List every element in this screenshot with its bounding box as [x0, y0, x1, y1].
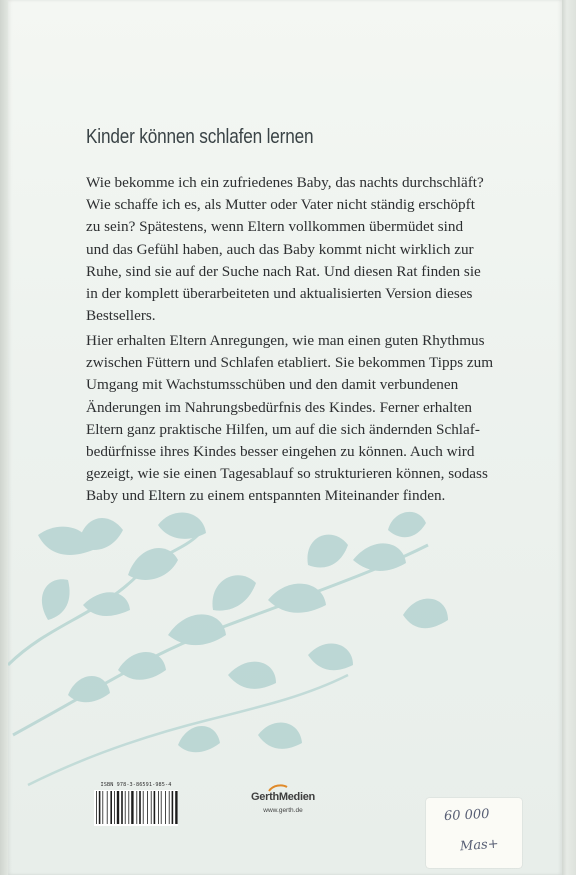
barcode-icon — [94, 790, 178, 826]
blurb-line: und das Gefühl haben, auch das Baby kommt nicht wirklich zur — [86, 240, 474, 258]
vine-leaves-illustration — [8, 505, 478, 805]
blurb-line: Bestsellers. — [86, 307, 156, 325]
cover-left-edge — [0, 0, 8, 875]
blurb-line: zu sein? Spätestens, wenn Eltern vollkommen übermüdet sind — [86, 218, 464, 236]
handwritten-note: Mas+ — [459, 836, 500, 855]
blurb-paragraph-2 — [86, 330, 518, 508]
blurb-line: Umgang mit Wachstumsschüben und den damit verbundenen — [86, 376, 459, 394]
blurb-line: zwischen Füttern und Schlafen etabliert. Sie bekommen Tipps zum — [86, 354, 494, 372]
blurb-line: Baby und Eltern zu einem entspannten Miteinander finden. — [86, 487, 446, 505]
blurb-paragraph-1 — [86, 172, 518, 327]
back-cover — [8, 0, 562, 875]
publisher-logo — [246, 784, 320, 824]
blurb-line: in der komplett überarbeiteten und aktualisierten Version dieses — [86, 285, 473, 303]
cover-right-edge — [562, 0, 576, 875]
blurb-line: Eltern ganz praktische Hilfen, um auf die sich ändernden Schlaf- — [86, 420, 480, 438]
isbn-barcode — [94, 782, 178, 826]
blurb-line: gezeigt, wie sie einen Tagesablauf so strukturieren können, sodass — [86, 465, 488, 483]
price-sticker — [426, 798, 522, 868]
blurb-line: bedürfnisse ihres Kindes besser eingehen zu können. Auch wird — [86, 443, 475, 461]
publisher-name: GerthMedien — [251, 791, 315, 803]
blurb-line: Wie bekomme ich ein zufriedenes Baby, das nachts durchschläft? — [86, 174, 484, 191]
blurb-line: Änderungen im Nahrungsbedürfnis des Kindes. Ferner erhalten — [86, 398, 472, 416]
leaves-group — [8, 512, 448, 785]
isbn-text: ISBN 978-3-86591-985-4 — [100, 782, 172, 788]
handwritten-price: 60 000 — [443, 806, 490, 825]
book-title: Kinder können schlafen lernen — [86, 126, 314, 148]
blurb-line: Hier erhalten Eltern Anregungen, wie man einen guten Rhythmus — [86, 332, 485, 349]
publisher-url: www.gerth.de — [263, 807, 303, 814]
blurb-line: Ruhe, sind sie auf der Suche nach Rat. Und diesen Rat finden sie — [86, 262, 481, 280]
blurb-line: Wie schaffe ich es, als Mutter oder Vater nicht ständig erschöpft — [86, 196, 475, 214]
